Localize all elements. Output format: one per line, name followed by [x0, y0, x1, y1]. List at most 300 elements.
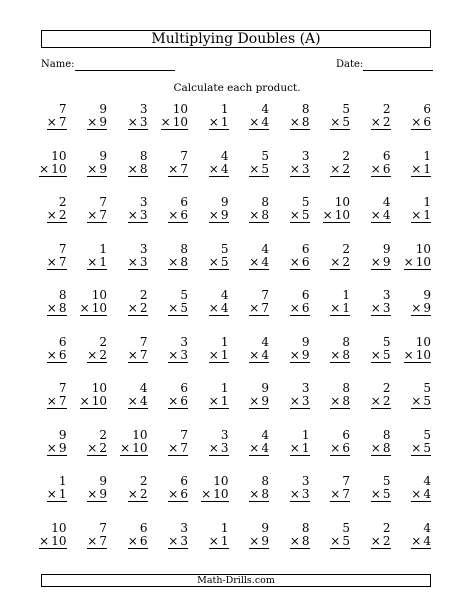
multiplier: 6: [423, 115, 431, 129]
multiplier-line: [47, 116, 67, 130]
multiplier: 5: [423, 440, 431, 455]
multiplicand: 4: [220, 148, 229, 163]
multiplier: 6: [301, 254, 310, 269]
times-sign: ×: [249, 161, 260, 176]
times-sign: ×: [330, 533, 341, 548]
multiplier: 4: [423, 487, 431, 501]
multiplier-line: [128, 302, 148, 316]
multiplier-line: [330, 116, 350, 130]
multiplier: 10: [91, 301, 107, 315]
times-sign: ×: [411, 208, 422, 222]
problem: [399, 243, 440, 290]
multiplier: 4: [261, 115, 269, 129]
multiplier: 2: [99, 347, 107, 362]
multiplier-line: [47, 302, 67, 316]
problem: [358, 382, 399, 429]
multiplier-line: [128, 256, 148, 270]
multiplicand: 7: [180, 148, 188, 163]
multiplicand: 3: [139, 195, 148, 209]
multiplier-line: [47, 256, 67, 270]
times-sign: ×: [411, 301, 422, 315]
multiplier: 7: [58, 394, 67, 408]
problem: [115, 243, 156, 290]
times-sign: ×: [370, 254, 381, 269]
multiplier: 10: [51, 161, 67, 176]
times-sign: ×: [370, 394, 381, 408]
multiplier: 9: [99, 487, 107, 501]
multiplier-line: [209, 209, 229, 223]
multiplier-line: [371, 442, 391, 456]
multiplier: 6: [301, 301, 310, 315]
multiplier-line: [330, 442, 350, 456]
multiplier: 7: [180, 161, 188, 176]
multiplicand: 4: [261, 241, 269, 256]
multiplier-line: [290, 395, 310, 409]
problem: [75, 150, 116, 197]
problem: [318, 196, 359, 243]
multiplier: 6: [180, 394, 188, 408]
multiplier-line: [371, 209, 391, 223]
problem: [399, 475, 440, 522]
times-sign: ×: [289, 115, 300, 129]
times-sign: ×: [168, 208, 179, 222]
multiplicand: 4: [382, 195, 391, 209]
multiplier: 3: [382, 301, 391, 315]
multiplier: 1: [220, 115, 229, 129]
times-sign: ×: [208, 533, 219, 548]
multiplier-line: [128, 488, 148, 502]
multiplicand: 2: [342, 241, 350, 256]
multiplier-line: [371, 116, 391, 130]
multiplicand: 8: [261, 474, 269, 488]
multiplicand: 8: [261, 195, 269, 209]
multiplier: 7: [342, 487, 350, 501]
multiplicand: 9: [99, 148, 107, 163]
multiplier: 8: [301, 115, 310, 129]
problem: [277, 103, 318, 150]
multiplicand: 8: [382, 427, 391, 442]
problem: [399, 103, 440, 150]
multiplier: 3: [139, 115, 148, 129]
times-sign: ×: [46, 487, 57, 501]
problem: [318, 150, 359, 197]
problem: [358, 196, 399, 243]
problem-row: [34, 103, 439, 150]
multiplier: 1: [58, 487, 67, 501]
multiplier-line: [411, 442, 431, 456]
multiplier-line: [80, 302, 107, 316]
multiplicand: 1: [342, 288, 350, 302]
times-sign: ×: [249, 254, 260, 269]
multiplicand: 10: [91, 288, 107, 302]
multiplicand: 4: [139, 381, 148, 395]
multiplier: 4: [261, 440, 269, 455]
multiplier-line: [249, 163, 269, 177]
times-sign: ×: [330, 254, 341, 269]
multiplier-line: [411, 535, 431, 549]
multiplier: 6: [58, 347, 67, 362]
times-sign: ×: [289, 440, 300, 455]
problem: [237, 382, 278, 429]
multiplier-line: [39, 535, 66, 549]
times-sign: ×: [370, 440, 381, 455]
times-sign: ×: [87, 487, 98, 501]
multiplier-line: [128, 209, 148, 223]
multiplier-line: [330, 349, 350, 363]
times-sign: ×: [208, 115, 219, 129]
multiplicand: 6: [58, 334, 67, 349]
multiplier: 5: [342, 533, 350, 548]
problem: [75, 522, 116, 569]
problem: [237, 429, 278, 476]
multiplier: 2: [342, 254, 350, 269]
times-sign: ×: [208, 440, 219, 455]
problem-row: [34, 522, 439, 569]
problem: [115, 336, 156, 383]
multiplier: 4: [261, 254, 269, 269]
times-sign: ×: [46, 115, 57, 129]
multiplier: 1: [220, 533, 229, 548]
multiplicand: 4: [220, 288, 229, 302]
multiplier-line: [249, 256, 269, 270]
multiplier: 6: [180, 208, 188, 222]
times-sign: ×: [249, 208, 260, 222]
times-sign: ×: [289, 347, 300, 362]
multiplicand: 1: [58, 474, 67, 488]
times-sign: ×: [411, 440, 422, 455]
multiplier: 4: [423, 533, 431, 548]
multiplicand: 9: [220, 195, 229, 209]
multiplicand: 3: [139, 241, 148, 256]
problem: [196, 382, 237, 429]
multiplicand: 7: [139, 334, 148, 349]
problem: [318, 289, 359, 336]
times-sign: ×: [168, 533, 179, 548]
multiplier: 10: [172, 115, 188, 129]
name-field-line: [75, 70, 175, 71]
times-sign: ×: [370, 347, 381, 362]
multiplier: 3: [301, 394, 310, 408]
problem: [358, 243, 399, 290]
multiplier-line: [47, 442, 67, 456]
times-sign: ×: [249, 347, 260, 362]
times-sign: ×: [87, 254, 98, 269]
multiplier-line: [411, 209, 431, 223]
problem: [318, 382, 359, 429]
multiplicand: 5: [301, 195, 310, 209]
multiplicand: 3: [301, 148, 310, 163]
problem: [237, 103, 278, 150]
times-sign: ×: [201, 487, 212, 501]
multiplier-line: [168, 256, 188, 270]
problem: [34, 103, 75, 150]
times-sign: ×: [249, 440, 260, 455]
multiplier-line: [87, 349, 107, 363]
multiplier-line: [87, 442, 107, 456]
problem: [34, 382, 75, 429]
multiplier-line: [290, 535, 310, 549]
times-sign: ×: [208, 161, 219, 176]
problem: [399, 196, 440, 243]
multiplier: 1: [423, 161, 431, 176]
multiplier-line: [249, 535, 269, 549]
multiplicand: 6: [180, 474, 188, 488]
times-sign: ×: [46, 394, 57, 408]
instructions: Calculate each product.: [173, 82, 301, 94]
problem: [277, 196, 318, 243]
problem: [358, 150, 399, 197]
problem: [318, 522, 359, 569]
problem: [237, 336, 278, 383]
multiplicand: 10: [213, 474, 229, 488]
problem: [34, 336, 75, 383]
multiplier: 10: [415, 254, 431, 269]
multiplier: 6: [139, 533, 148, 548]
problem: [156, 429, 197, 476]
multiplier-line: [39, 163, 66, 177]
multiplier-line: [209, 395, 229, 409]
multiplier: 7: [58, 115, 67, 129]
problem: [399, 522, 440, 569]
problem-grid: [34, 103, 439, 568]
problem: [196, 103, 237, 150]
times-sign: ×: [249, 115, 260, 129]
multiplier-line: [209, 256, 229, 270]
times-sign: ×: [208, 347, 219, 362]
times-sign: ×: [127, 254, 138, 269]
multiplicand: 4: [261, 102, 269, 116]
problem: [277, 336, 318, 383]
date-label: Date:: [336, 59, 364, 70]
multiplicand: 7: [180, 427, 188, 442]
multiplicand: 9: [382, 241, 391, 256]
multiplicand: 6: [342, 427, 350, 442]
multiplicand: 5: [261, 148, 269, 163]
multiplier-line: [87, 535, 107, 549]
times-sign: ×: [127, 161, 138, 176]
problem: [34, 196, 75, 243]
times-sign: ×: [168, 394, 179, 408]
times-sign: ×: [330, 440, 341, 455]
multiplicand: 3: [301, 381, 310, 395]
problem: [115, 522, 156, 569]
problem: [277, 429, 318, 476]
multiplier: 8: [382, 440, 391, 455]
multiplier: 6: [342, 440, 350, 455]
multiplicand: 10: [51, 148, 67, 163]
times-sign: ×: [87, 115, 98, 129]
problem-row: [34, 336, 439, 383]
times-sign: ×: [168, 301, 179, 315]
times-sign: ×: [127, 487, 138, 501]
multiplicand: 2: [139, 474, 148, 488]
multiplicand: 5: [220, 241, 229, 256]
multiplier-line: [371, 163, 391, 177]
multiplicand: 5: [382, 474, 391, 488]
multiplicand: 8: [342, 381, 350, 395]
multiplier-line: [209, 349, 229, 363]
multiplicand: 8: [301, 520, 310, 535]
multiplier-line: [330, 535, 350, 549]
multiplicand: 7: [342, 474, 350, 488]
multiplier-line: [47, 209, 67, 223]
multiplicand: 4: [423, 520, 431, 535]
multiplier: 7: [58, 254, 67, 269]
times-sign: ×: [168, 487, 179, 501]
multiplier-line: [249, 488, 269, 502]
times-sign: ×: [46, 301, 57, 315]
multiplicand: 2: [58, 195, 67, 209]
multiplicand: 7: [261, 288, 269, 302]
times-sign: ×: [79, 394, 90, 408]
times-sign: ×: [39, 533, 50, 548]
problem: [156, 150, 197, 197]
multiplier-line: [161, 116, 188, 130]
times-sign: ×: [249, 487, 260, 501]
multiplicand: 1: [220, 102, 229, 116]
times-sign: ×: [411, 533, 422, 548]
problem: [75, 475, 116, 522]
times-sign: ×: [46, 347, 57, 362]
multiplier: 3: [301, 161, 310, 176]
multiplier: 9: [382, 254, 391, 269]
problem: [277, 243, 318, 290]
multiplier: 8: [58, 301, 67, 315]
times-sign: ×: [289, 301, 300, 315]
problem: [358, 336, 399, 383]
times-sign: ×: [160, 115, 171, 129]
multiplier-line: [371, 302, 391, 316]
times-sign: ×: [46, 208, 57, 222]
multiplicand: 6: [139, 520, 148, 535]
times-sign: ×: [87, 208, 98, 222]
multiplicand: 6: [423, 102, 431, 116]
problem: [34, 429, 75, 476]
multiplier: 5: [261, 161, 269, 176]
multiplicand: 6: [301, 288, 310, 302]
problem: [237, 522, 278, 569]
multiplicand: 5: [342, 102, 350, 116]
multiplicand: 2: [99, 334, 107, 349]
multiplicand: 2: [139, 288, 148, 302]
multiplier: 8: [261, 208, 269, 222]
times-sign: ×: [370, 161, 381, 176]
multiplier: 1: [423, 208, 431, 222]
multiplier-line: [168, 535, 188, 549]
multiplicand: 10: [415, 241, 431, 256]
times-sign: ×: [79, 301, 90, 315]
multiplicand: 3: [220, 427, 229, 442]
problem: [318, 103, 359, 150]
times-sign: ×: [127, 394, 138, 408]
times-sign: ×: [330, 487, 341, 501]
times-sign: ×: [127, 301, 138, 315]
times-sign: ×: [289, 161, 300, 176]
problem: [34, 150, 75, 197]
multiplier: 10: [334, 208, 350, 222]
multiplier-line: [290, 116, 310, 130]
multiplicand: 7: [58, 381, 67, 395]
multiplicand: 1: [301, 427, 310, 442]
multiplier-line: [371, 349, 391, 363]
problem: [237, 196, 278, 243]
multiplier-line: [168, 349, 188, 363]
problem: [399, 382, 440, 429]
multiplier-line: [290, 302, 310, 316]
multiplier-line: [209, 302, 229, 316]
multiplicand: 9: [99, 102, 107, 116]
multiplier: 7: [99, 208, 107, 222]
problem: [115, 382, 156, 429]
multiplier-line: [209, 163, 229, 177]
problem: [75, 336, 116, 383]
multiplicand: 9: [423, 288, 431, 302]
problem: [196, 150, 237, 197]
multiplier-line: [168, 488, 188, 502]
multiplier: 1: [301, 440, 310, 455]
multiplier: 4: [220, 161, 229, 176]
problem: [237, 475, 278, 522]
multiplier: 5: [382, 347, 391, 362]
multiplier: 9: [301, 347, 310, 362]
multiplier: 8: [261, 487, 269, 501]
multiplier-line: [290, 163, 310, 177]
problem: [277, 382, 318, 429]
multiplier: 2: [382, 533, 391, 548]
multiplicand: 5: [382, 334, 391, 349]
problem: [115, 429, 156, 476]
problem: [115, 289, 156, 336]
problem: [156, 289, 197, 336]
times-sign: ×: [208, 301, 219, 315]
problem: [237, 289, 278, 336]
problem: [358, 289, 399, 336]
problem: [277, 475, 318, 522]
multiplier: 10: [132, 440, 148, 455]
multiplier: 8: [342, 394, 350, 408]
problem: [115, 475, 156, 522]
multiplicand: 8: [139, 148, 148, 163]
problem: [399, 150, 440, 197]
multiplier-line: [371, 256, 391, 270]
multiplicand: 2: [382, 102, 391, 116]
problem: [115, 103, 156, 150]
multiplier: 2: [139, 487, 148, 501]
multiplier-line: [209, 116, 229, 130]
multiplicand: 10: [172, 102, 188, 116]
multiplicand: 7: [99, 195, 107, 209]
multiplier-line: [404, 349, 431, 363]
multiplier-line: [249, 209, 269, 223]
multiplicand: 4: [261, 334, 269, 349]
multiplier: 4: [139, 394, 148, 408]
multiplier: 9: [261, 394, 269, 408]
times-sign: ×: [403, 347, 414, 362]
times-sign: ×: [39, 161, 50, 176]
multiplier-line: [201, 488, 228, 502]
multiplier-line: [323, 209, 350, 223]
multiplier-line: [290, 256, 310, 270]
multiplicand: 8: [342, 334, 350, 349]
multiplicand: 3: [139, 102, 148, 116]
multiplier-line: [290, 488, 310, 502]
problem: [115, 150, 156, 197]
times-sign: ×: [289, 254, 300, 269]
multiplier-line: [330, 302, 350, 316]
multiplicand: 10: [415, 334, 431, 349]
problem: [399, 336, 440, 383]
multiplicand: 10: [334, 195, 350, 209]
